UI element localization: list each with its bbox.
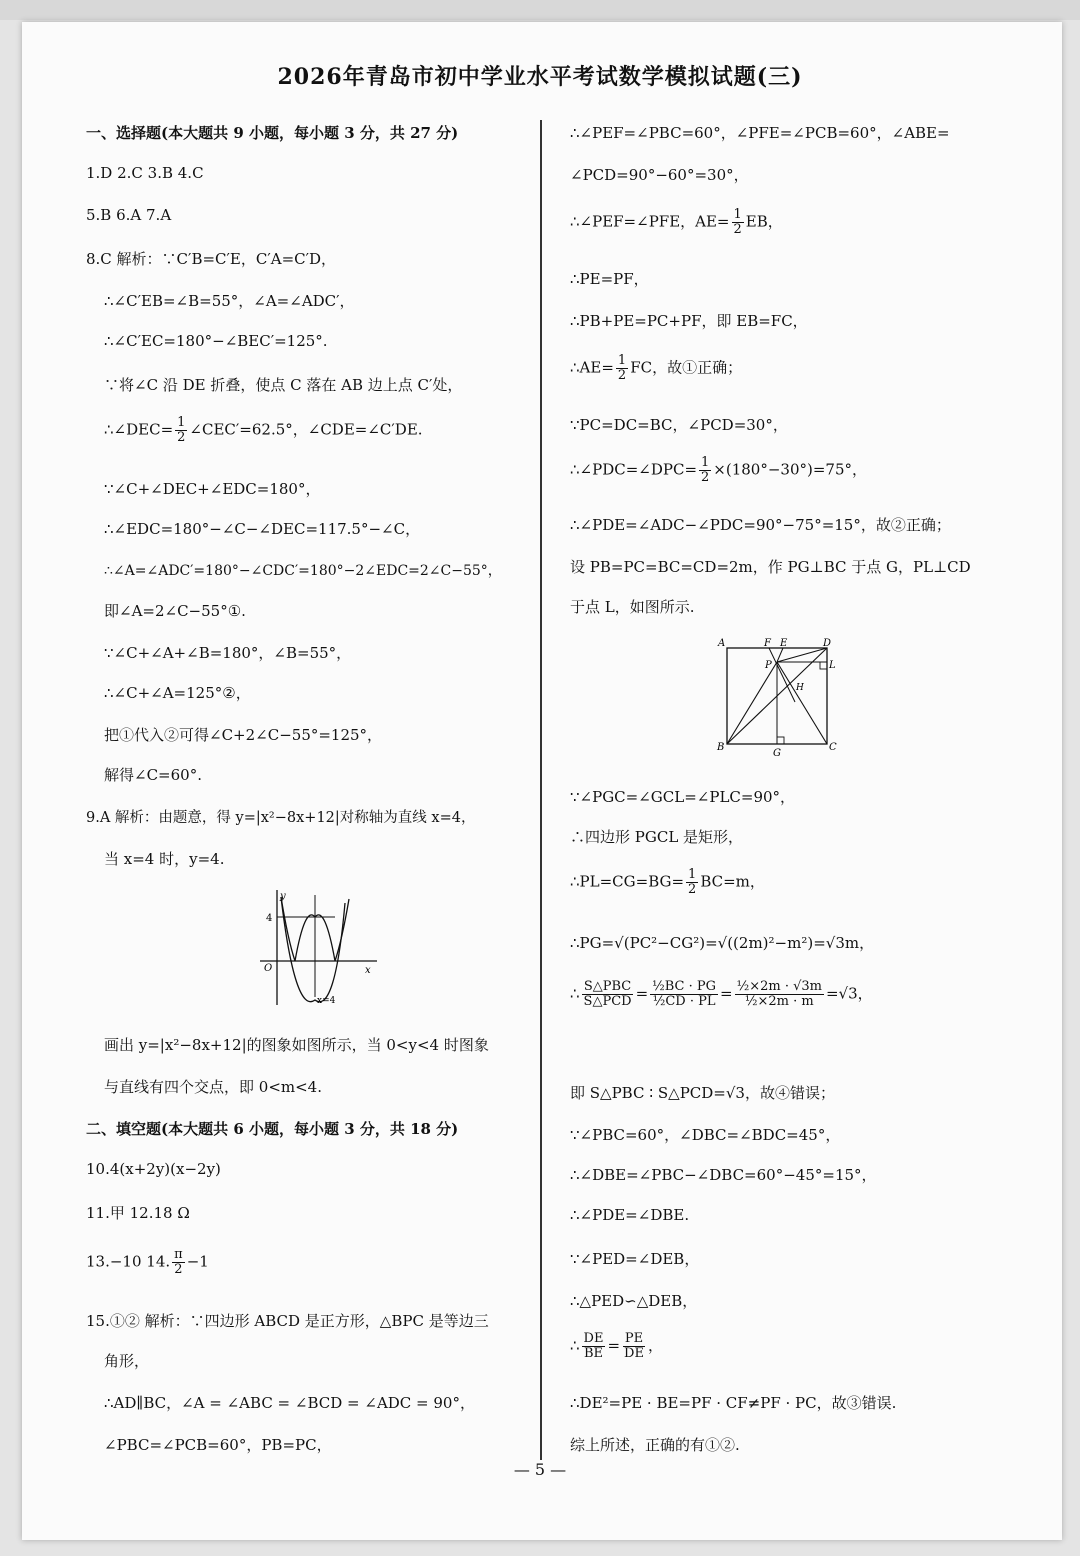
right-line: ∴∠PDE=∠ADC−∠PDC=90°−75°=15°，故②正确； [570,516,951,534]
numerator: PE [624,1331,644,1346]
section-1-header: 一、选择题(本大题共 9 小题，每小题 3 分，共 27 分) [86,124,459,142]
tick-4-label: 4 [266,913,273,924]
right-line: ∴∠DBE=∠PBC−∠DBC=60°−45°=15°， [570,1166,877,1184]
right-line-area-ratio: ∴ $\frac{\text{S△PBC}}{\text{S△PCD}}$ = $\frac{\text{½BC · PG}}{\text{½CD · PL}}$ = $\frac{\text{½×2m · √3m}}{\text{½×2m · m}}$ =√3， [570,979,873,1009]
denominator: 2 [177,430,186,445]
q9-head: 9.A 解析：由题意，得 y=|x²−8x+12|对称轴为直线 x=4， [86,810,476,826]
right-text: ∴AE= [570,358,614,377]
right-line: ∴DE²=PE · BE=PF · CF≠PF · PC，故③错误. [570,1394,897,1412]
q8-text: ∠CEC′=62.5°，∠CDE=∠C′DE. [189,420,423,439]
q8-line: ∴∠A=∠ADC′=180°−∠CDC′=180°−2∠EDC=2∠C−55°， [104,563,502,579]
answers-13-14 [86,1248,209,1277]
right-line-fraction: ∴ $\frac{DE}{BE}$ = $\frac{PE}{DE}$ ， [570,1331,663,1361]
answers-11-12: 11.甲 12.18 Ω [86,1204,190,1222]
right-line: ∴PE=PF， [570,270,649,288]
q8-line: ∴∠EDC=180°−∠C−∠DEC=117.5°−∠C， [104,520,421,538]
q15-head: 15.①② 解析：∵四边形 ABCD 是正方形，△BPC 是等边三 [86,1312,489,1330]
numerator: 1 [617,353,627,368]
denominator: DE [624,1346,644,1361]
q9-line: 当 x=4 时，y=4. [104,850,225,868]
right-text: ×(180°−30°)=75°， [713,460,868,479]
q9-line: 画出 y=|x²−8x+12|的图象如图所示，当 0<y<4 时图象 [104,1036,489,1054]
right-angle-l [820,662,827,669]
denominator: 2 [174,1262,183,1277]
fraction [735,980,824,1009]
right-text: BC=m， [700,872,765,891]
right-line: ∵∠PGC=∠GCL=∠PLC=90°， [570,788,796,806]
page-title: 2026年青岛市初中学业水平考试数学模拟试题(三) [277,64,803,90]
axis-x4-label: x=4 [317,996,336,1006]
q8-line: ∴∠C′EC=180°−∠BEC′=125°. [104,332,328,350]
right-text: ∴∠PEF=∠PFE，AE= [570,212,730,231]
parabola-curve [281,897,345,1002]
fraction [616,354,628,383]
answers-1-4: 1.D 2.C 3.B 4.C [86,164,204,182]
denominator: BE [583,1346,604,1361]
origin-label: O [264,963,273,974]
x-label: x [365,965,371,976]
fraction [582,1332,606,1361]
right-angle-g [777,737,784,744]
q15-line: ∠PBC=∠PCB=60°，PB=PC， [104,1436,332,1454]
right-line: 综上所述，正确的有①②. [570,1436,740,1454]
label-g: G [773,748,781,759]
q8-line: ∵∠C+∠A+∠B=180°，∠B=55°， [104,644,352,662]
q8-text: ∴∠DEC= [104,420,174,439]
label-c: C [829,742,837,753]
right-line-fraction [570,868,765,897]
label-b: B [717,742,725,753]
right-line: ∴∠PEF=∠PBC=60°，∠PFE=∠PCB=60°，∠ABE= [570,124,950,142]
column-divider [540,120,542,1460]
answer-14-text: −1 [186,1252,209,1271]
q15-line: ∴AD∥BC，∠A = ∠ABC = ∠BCD = ∠ADC = 90°， [104,1394,475,1412]
segment-cp [777,662,827,744]
right-line-fraction [570,208,783,237]
denominator: S△PCD [583,994,632,1009]
numerator: S△PBC [583,979,632,994]
label-f: F [764,638,771,649]
right-text: ∴ [570,1336,580,1355]
right-line: ∴∠PDE=∠DBE. [570,1206,690,1224]
label-a: A [718,638,726,649]
right-line-fraction [570,354,742,383]
q8-line: ∴∠C+∠A=125°②， [104,684,251,702]
right-line: ∴△PED∽△DEB， [570,1292,698,1310]
right-text: FC，故①正确； [630,358,743,377]
denominator: ½CD · PL [652,994,716,1009]
segment-fh [769,648,795,702]
numerator: ½BC · PG [652,979,717,994]
numerator: 1 [733,207,742,222]
label-d: D [823,638,832,649]
numerator: 1 [701,455,710,470]
parabola-graph [255,885,385,1010]
right-line: 设 PB=PC=BC=CD=2m，作 PG⊥BC 于点 G，PL⊥CD [570,558,971,576]
q8-line: 即∠A=2∠C−55°①. [104,602,246,620]
segment-ep [777,648,783,662]
top-band [0,0,1080,20]
fraction [622,1332,646,1361]
q8-head: 8.C 解析：∵C′B=C′E，C′A=C′D， [86,250,337,268]
right-text: ∴PL=CG=BG= [570,872,685,891]
numerator: DE [583,1331,604,1346]
fraction [175,416,187,445]
fraction [582,980,634,1009]
answers-5-7: 5.B 6.A 7.A [86,206,172,224]
right-line: ∴四边形 PGCL 是矩形， [570,828,744,846]
q8-line: ∵将∠C 沿 DE 折叠，使点 C 落在 AB 边上点 C′处， [104,376,463,394]
right-text: EB， [745,212,783,231]
denominator: 2 [733,222,742,237]
answer-10: 10.4(x+2y)(x−2y) [86,1160,221,1178]
right-line: ∵∠PED=∠DEB， [570,1250,700,1268]
section-2-header: 二、填空题(本大题共 6 小题，每小题 3 分，共 18 分) [86,1120,459,1138]
label-e: E [780,638,788,649]
denominator: ½×2m · m [744,994,814,1009]
right-text: =√3， [825,984,873,1003]
fraction [686,868,698,897]
answer-13-text: 13.−10 14. [86,1252,171,1271]
denominator: 2 [701,470,710,485]
numerator: π [174,1247,183,1262]
denominator: 2 [617,368,627,383]
fraction [732,208,744,237]
q15-line: 角形， [104,1352,150,1370]
numerator: ½×2m · √3m [736,979,822,994]
right-line: 于点 L，如图所示. [570,598,695,616]
right-text: ∴ [570,984,580,1003]
label-h: H [796,683,804,693]
q8-line-fraction [104,416,423,445]
right-text: ， [647,1336,663,1355]
right-line: 即 S△PBC ∶ S△PCD=√3，故④错误； [570,1084,835,1102]
right-line: ∵PC=DC=BC，∠PCD=30°， [570,416,788,434]
fraction [172,1248,185,1277]
label-p: P [765,660,772,671]
label-l: L [829,660,836,671]
right-line-fraction [570,456,867,485]
q8-line: ∵∠C+∠DEC+∠EDC=180°， [104,480,321,498]
right-line: ∴PB+PE=PC+PF，即 EB=FC， [570,312,808,330]
right-line: ∠PCD=90°−60°=30°， [570,166,749,184]
numerator: 1 [177,415,186,430]
right-line: ∵∠PBC=60°，∠DBC=∠BDC=45°， [570,1126,841,1144]
y-label: y [280,891,286,902]
square-figure [715,634,845,764]
q8-line: ∴∠C′EB=∠B=55°，∠A=∠ADC′， [104,292,355,310]
right-line: ∴PG=√(PC²−CG²)=√((2m)²−m²)=√3m， [570,934,875,952]
fraction [699,456,711,485]
denominator: 2 [688,882,697,897]
page-number: — 5 — [513,1460,567,1479]
q9-line: 与直线有四个交点，即 0<m<4. [104,1078,322,1096]
q8-line: 解得∠C=60°. [104,766,202,784]
numerator: 1 [688,867,697,882]
right-text: ∴∠PDC=∠DPC= [570,460,698,479]
q8-line: 把①代入②可得∠C+2∠C−55°=125°， [104,726,383,744]
fraction [650,980,718,1009]
